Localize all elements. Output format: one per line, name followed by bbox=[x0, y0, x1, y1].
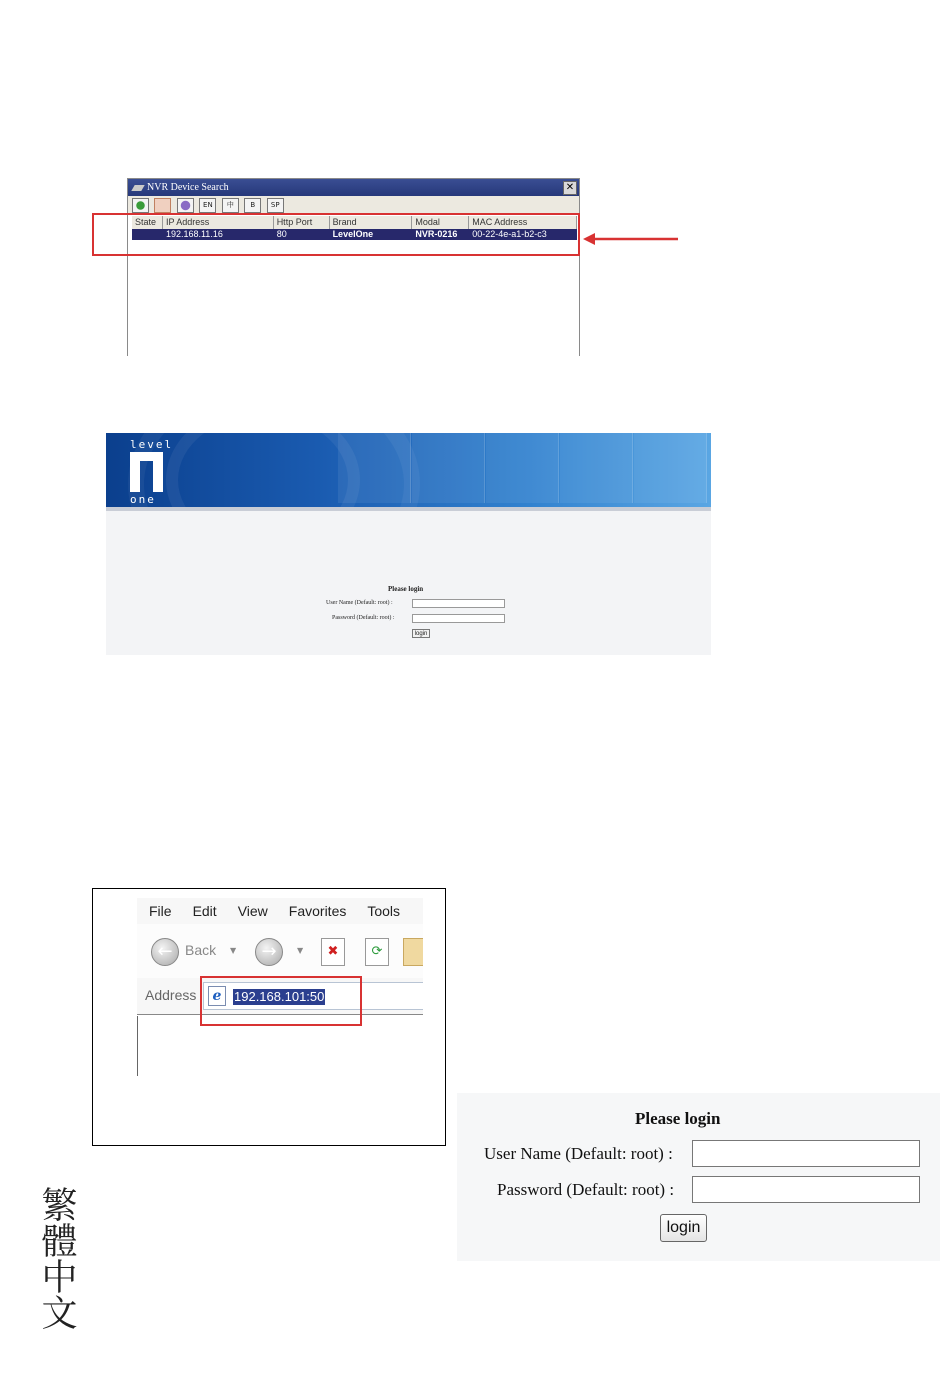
col-model[interactable]: Modal bbox=[412, 216, 469, 229]
menu-file[interactable]: File bbox=[149, 903, 172, 919]
banner-panel bbox=[560, 433, 633, 503]
chevron-down-icon[interactable]: ▼ bbox=[230, 946, 237, 955]
login-title: Please login bbox=[388, 585, 424, 593]
banner-underbar bbox=[106, 507, 711, 511]
username-label: User Name (Default: root) : bbox=[326, 600, 393, 606]
nvr-toolbar bbox=[128, 196, 579, 214]
lang-en-button[interactable]: EN bbox=[199, 198, 216, 213]
levelone-logo bbox=[130, 439, 173, 505]
stop-icon[interactable]: ✖ bbox=[321, 938, 345, 966]
login-button[interactable]: login bbox=[412, 629, 430, 638]
banner-panel bbox=[412, 433, 485, 503]
menu-bar bbox=[137, 898, 423, 924]
col-ip-address[interactable]: IP Address bbox=[163, 216, 274, 229]
password-field[interactable] bbox=[412, 614, 505, 623]
large-login-form bbox=[457, 1093, 940, 1261]
window-title: NVR Device Search bbox=[147, 182, 229, 193]
nvr-device-search-window bbox=[127, 178, 580, 356]
cell-model: NVR-0216 bbox=[415, 229, 458, 239]
col-brand[interactable]: Brand bbox=[330, 216, 413, 229]
forward-arrow-icon[interactable]: → bbox=[255, 938, 283, 966]
menu-tools[interactable]: Tools bbox=[367, 903, 401, 919]
back-label[interactable]: Back bbox=[185, 942, 217, 958]
banner-panel bbox=[338, 433, 411, 503]
col-state[interactable]: State bbox=[132, 216, 163, 229]
close-button[interactable]: ✕ bbox=[563, 181, 577, 195]
password-field[interactable] bbox=[692, 1176, 920, 1203]
pointer-arrow-icon bbox=[583, 231, 679, 247]
col-http-port[interactable]: Http Port bbox=[274, 216, 330, 229]
logo-text-one: one bbox=[130, 493, 156, 506]
levelone-banner bbox=[106, 433, 711, 507]
username-label: User Name (Default: root) : bbox=[484, 1144, 673, 1163]
lang-zh-button[interactable]: 中 bbox=[222, 198, 239, 213]
home-icon[interactable] bbox=[403, 938, 423, 966]
chevron-down-icon[interactable]: ▼ bbox=[297, 946, 304, 955]
levelone-login-page bbox=[106, 433, 711, 655]
banner-panel bbox=[486, 433, 559, 503]
password-label: Password (Default: root) : bbox=[497, 1180, 675, 1199]
login-button[interactable]: login bbox=[660, 1214, 707, 1242]
info-icon[interactable] bbox=[177, 198, 194, 213]
login-title: Please login bbox=[635, 1109, 721, 1128]
address-url-text[interactable]: 192.168.101:50 bbox=[234, 989, 325, 1004]
menu-edit[interactable]: Edit bbox=[192, 903, 217, 919]
col-mac-address[interactable]: MAC Address bbox=[469, 216, 577, 229]
refresh-icon[interactable]: ⟳ bbox=[365, 938, 389, 966]
cell-mac: 00-22-4e-a1-b2-c3 bbox=[472, 229, 547, 239]
cell-ip: 192.168.11.16 bbox=[165, 229, 223, 239]
address-label: Address bbox=[145, 987, 197, 1003]
lang-sp-button[interactable]: SP bbox=[267, 198, 284, 213]
highlight-box-device-row bbox=[92, 213, 580, 256]
logo-text-level: level bbox=[130, 438, 174, 451]
username-field[interactable] bbox=[692, 1140, 920, 1167]
highlight-box-address bbox=[200, 976, 362, 1026]
username-field[interactable] bbox=[412, 599, 505, 608]
banner-wave-decor-2 bbox=[166, 433, 360, 507]
menu-favorites[interactable]: Favorites bbox=[288, 903, 347, 919]
window-titlebar bbox=[128, 179, 579, 196]
language-side-label: 繁體中文 bbox=[36, 1186, 77, 1330]
cell-port: 80 bbox=[276, 229, 287, 239]
back-arrow-icon[interactable]: ← bbox=[151, 938, 179, 966]
banner-panel bbox=[634, 433, 707, 503]
cell-brand: LevelOne bbox=[332, 229, 374, 239]
menu-view[interactable]: View bbox=[237, 903, 268, 919]
logo-mark-icon bbox=[130, 452, 163, 492]
password-label: Password (Default: root) : bbox=[332, 615, 395, 621]
settings-icon[interactable] bbox=[154, 198, 171, 213]
search-refresh-icon[interactable] bbox=[132, 198, 149, 213]
lang-b-button[interactable]: B bbox=[244, 198, 261, 213]
app-icon bbox=[131, 185, 144, 191]
ie-page-icon: e bbox=[208, 986, 226, 1006]
ie-toolbar bbox=[137, 924, 423, 978]
